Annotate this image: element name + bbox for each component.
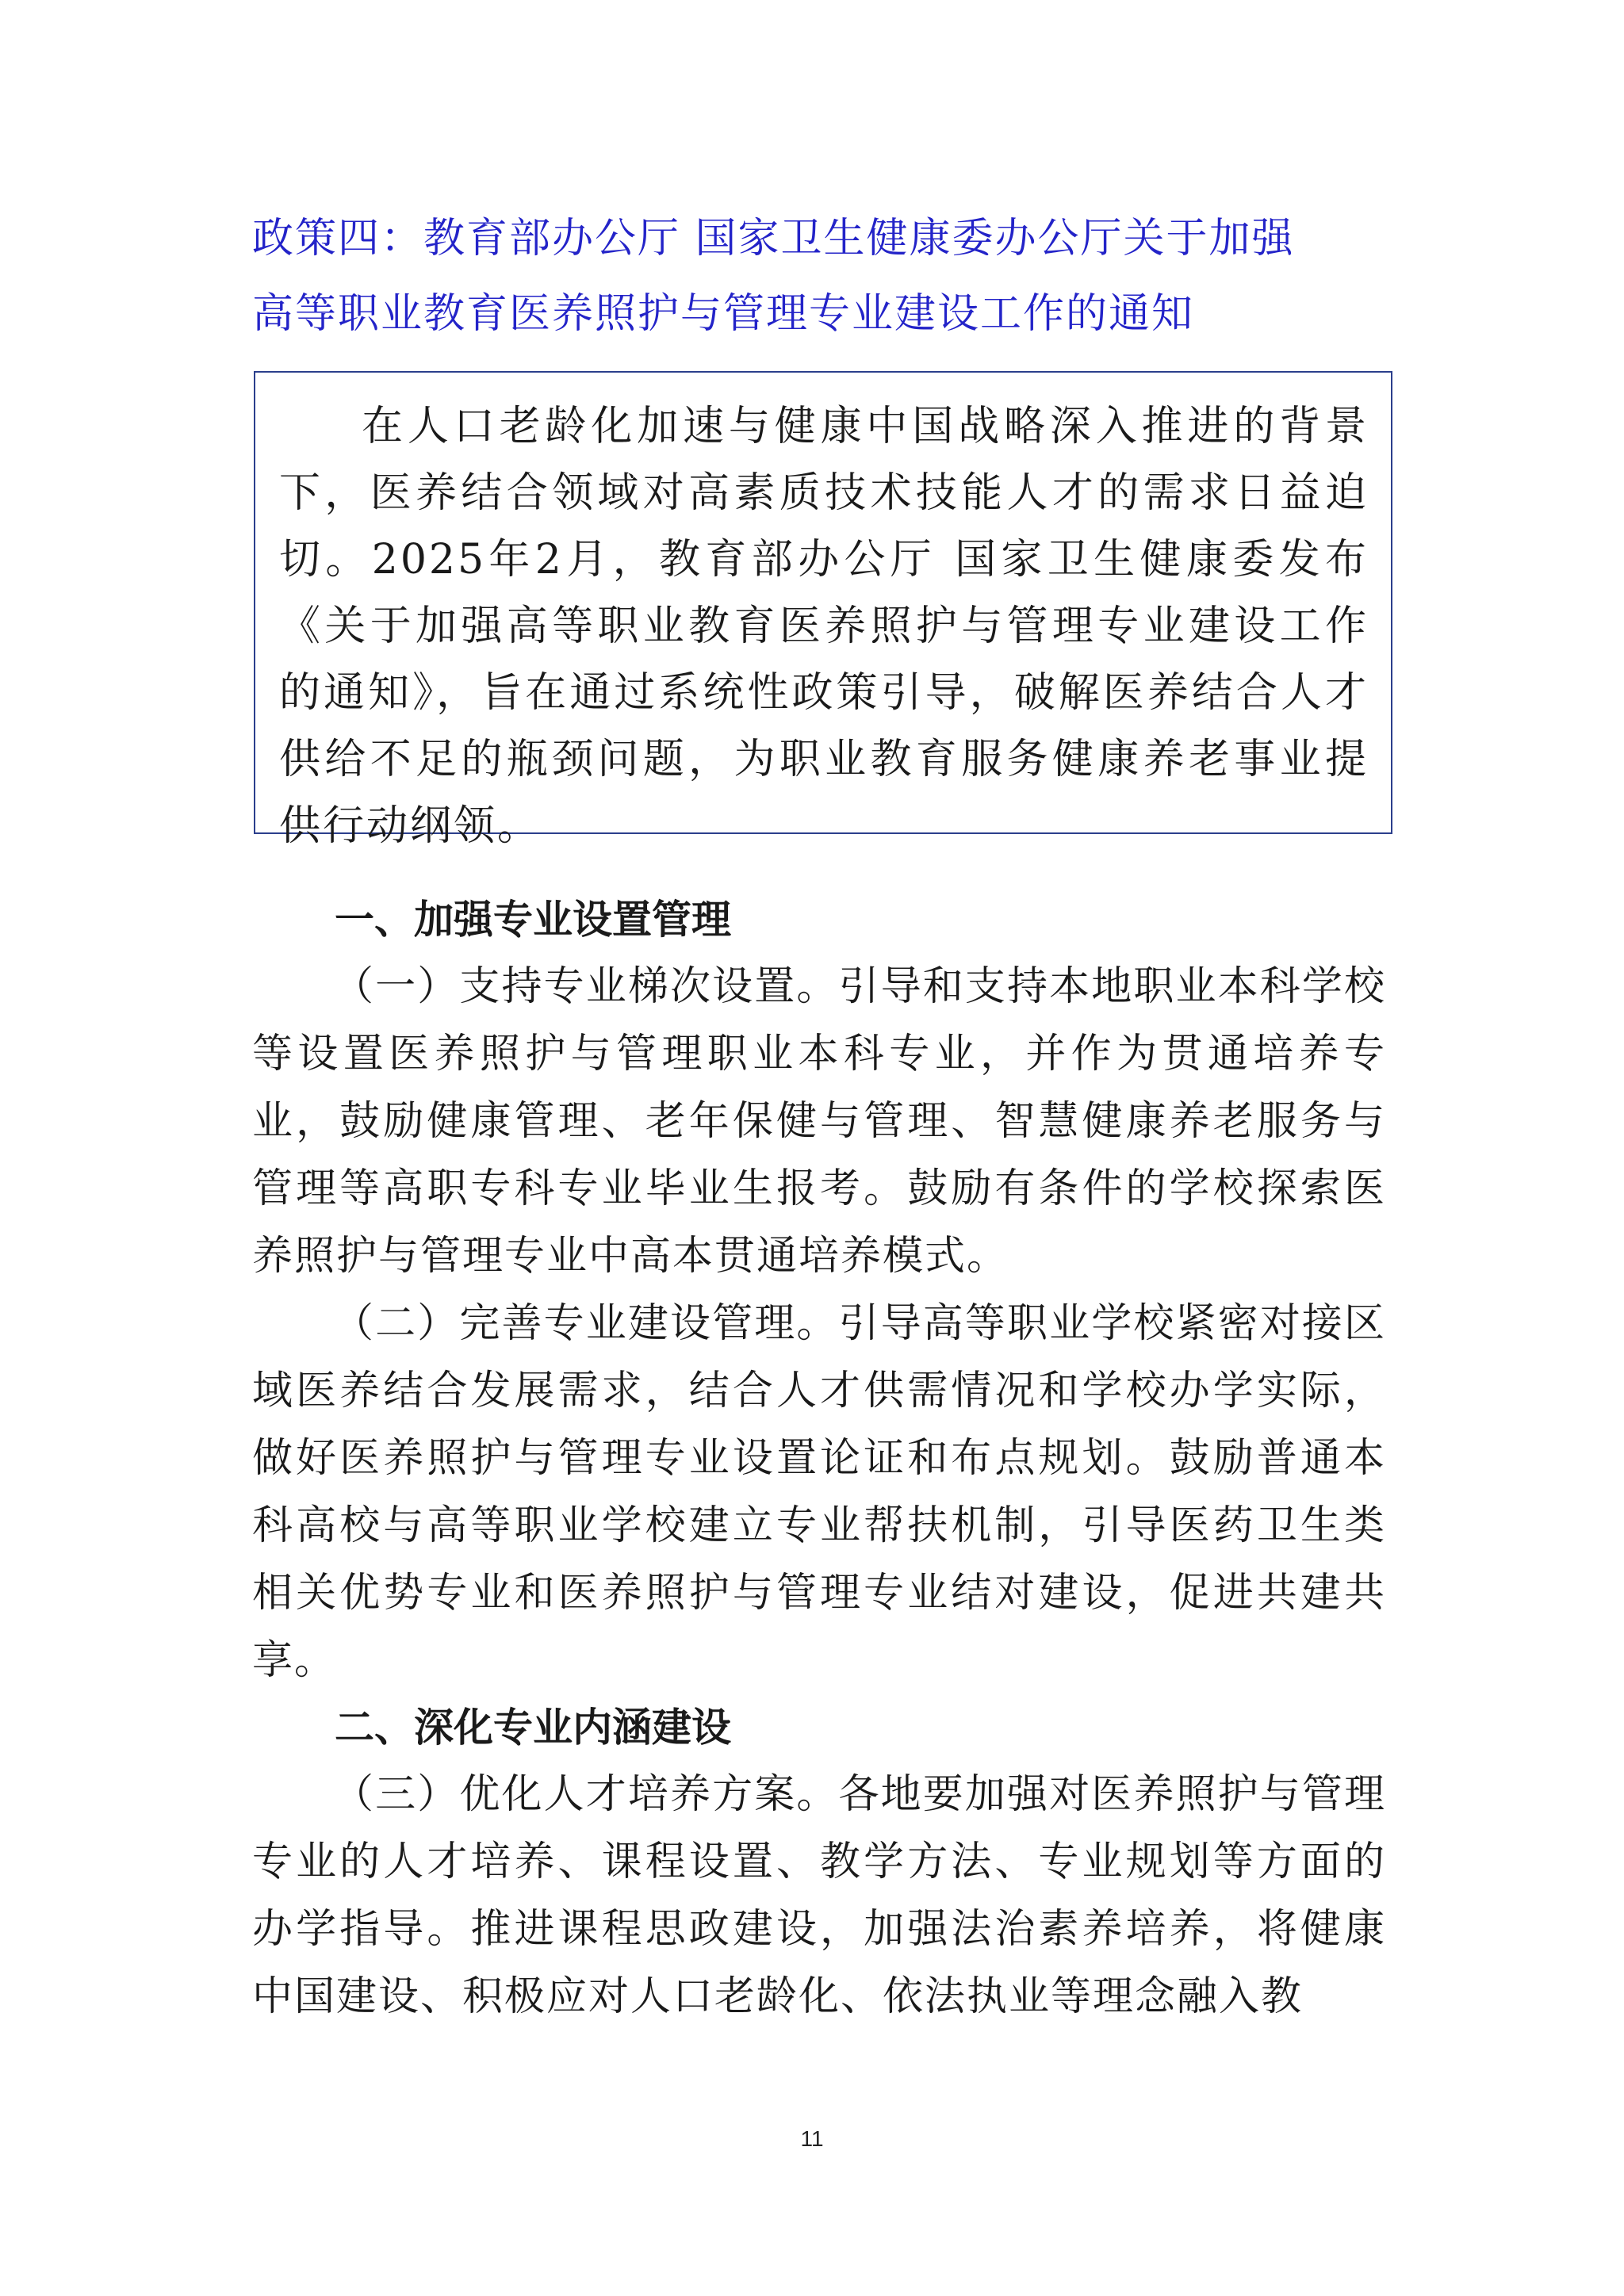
- section-heading-2: 二、深化专业内涵建设: [335, 1705, 731, 1751]
- document-title: [252, 201, 1410, 352]
- page-number: 11: [800, 2126, 824, 2151]
- title-line-2: 高等职业教育医养照护与管理专业建设工作的通知: [252, 290, 1195, 338]
- document-body: [252, 886, 1386, 2030]
- paragraph-2: （二）完善专业建设管理。引导高等职业学校紧密对接区域医养结合发展需求，结合人才供需情况和学校办学实际，做好医养照护与管理专业设置论证和布点规划。鼓励普通本科高校与高等职业学校建立专业帮扶机制，引导医药卫生类相关优势专业和医养照护与管理专业结对建设，促进共建共享。: [252, 1300, 1386, 1684]
- paragraph-3: （三）优化人才培养方案。各地要加强对医养照护与管理专业的人才培养、课程设置、教学方法、专业规划等方面的办学指导。推进课程思政建设，加强法治素养培养，将健康中国建设、积极应对人口老龄化、依法执业等理念融入教: [252, 1771, 1386, 2020]
- summary-paragraph: 在人口老龄化加速与健康中国战略深入推进的背景下，医养结合领域对高素质技术技能人才的需求日益迫切。2025年2月，教育部办公厅 国家卫生健康委发布《关于加强高等职业教育医养照护与管理专业建设工作的通知》，旨在通过系统性政策引导，破解医养结合人才供给不足的瓶颈问题，为职业教育服务健康养老事业提供行动纲领。: [279, 403, 1369, 850]
- section-heading-1: 一、加强专业设置管理: [335, 897, 731, 943]
- paragraph-1: （一）支持专业梯次设置。引导和支持本地职业本科学校等设置医养照护与管理职业本科专业，并作为贯通培养专业，鼓励健康管理、老年保健与管理、智慧健康养老服务与管理等高职专科专业毕业生报考。鼓励有条件的学校探索医养照护与管理专业中高本贯通培养模式。: [252, 963, 1386, 1280]
- summary-box: [254, 371, 1392, 850]
- title-line-1: 政策四：教育部办公厅 国家卫生健康委办公厅关于加强: [252, 215, 1295, 262]
